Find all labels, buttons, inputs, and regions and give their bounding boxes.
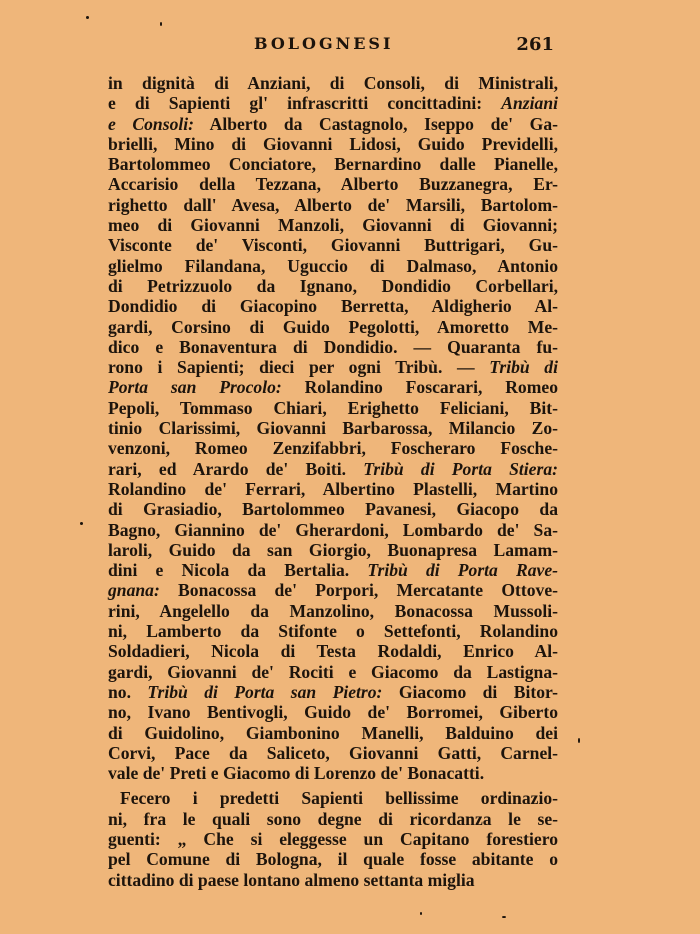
text-span: rono i Sapienti; dieci per ogni Tribù. — bbox=[108, 357, 490, 378]
text-span: no. bbox=[108, 681, 148, 702]
text-line bbox=[108, 763, 558, 783]
text-line bbox=[108, 276, 558, 296]
text-span: Dondidio di Giacopino Berretta, Aldigherio Al- bbox=[108, 296, 558, 317]
text-line bbox=[108, 73, 558, 93]
text-line bbox=[108, 743, 558, 763]
text-line bbox=[108, 702, 558, 722]
text-line bbox=[108, 438, 558, 458]
text-span: glielmo Filandana, Uguccio di Dalmaso, Antonio bbox=[108, 255, 558, 276]
body-text bbox=[108, 73, 558, 890]
text-line bbox=[108, 195, 558, 215]
text-span: di Petrizzuolo da Ignano, Dondidio Corbellari, bbox=[108, 275, 558, 296]
text-span: Bartolommeo Conciatore, Bernardino dalle Pianelle, bbox=[108, 154, 558, 175]
text-line bbox=[108, 256, 558, 276]
text-span: Fecero i predetti Sapienti bellissime ordinazio- bbox=[120, 788, 558, 809]
text-span: Soldadieri, Nicola di Testa Rodaldi, Enrico Al- bbox=[108, 641, 558, 662]
text-line bbox=[108, 93, 558, 113]
text-span: Visconte de' Visconti, Giovanni Buttrigari, Gu- bbox=[108, 235, 558, 256]
text-span: meo di Giovanni Manzoli, Giovanni di Giovanni; bbox=[108, 215, 558, 236]
text-span: righetto dall' Avesa, Alberto de' Marsili, Bartolom- bbox=[108, 194, 558, 215]
text-line bbox=[108, 621, 558, 641]
text-span: in dignità di Anziani, di Consoli, di Ministrali, bbox=[108, 73, 558, 93]
text-line bbox=[108, 215, 558, 235]
italic-text: Tribù di Porta san Pietro: bbox=[147, 681, 383, 702]
text-span: di Guidolino, Giambonino Manelli, Balduino dei bbox=[108, 722, 558, 743]
italic-text: Porta san Procolo: bbox=[108, 377, 282, 398]
text-line bbox=[108, 601, 558, 621]
text-span: rini, Angelello da Manzolino, Bonacossa Mussoli- bbox=[108, 600, 558, 621]
text-line bbox=[108, 154, 558, 174]
text-span: rari, ed Arardo de' Boiti. bbox=[108, 458, 364, 479]
text-span: Corvi, Pace da Saliceto, Giovanni Gatti, Carnel- bbox=[108, 742, 558, 763]
text-span: pel Comune di Bologna, il quale fosse abitante o bbox=[108, 849, 558, 870]
text-line bbox=[108, 809, 558, 829]
text-line bbox=[108, 788, 558, 808]
text-line bbox=[108, 580, 558, 600]
ink-speck bbox=[578, 738, 580, 743]
text-span: Bagno, Giannino de' Gherardoni, Lombardo de' Sa- bbox=[108, 519, 558, 540]
italic-text: Tribù di bbox=[489, 357, 558, 378]
text-line bbox=[108, 317, 558, 337]
text-line bbox=[108, 499, 558, 519]
text-line bbox=[108, 829, 558, 849]
text-span: di Grasiadio, Bartolommeo Pavanesi, Giacopo da bbox=[108, 499, 558, 520]
text-line bbox=[108, 641, 558, 661]
italic-text: Tribù di Porta Rave- bbox=[367, 560, 559, 581]
ink-speck bbox=[502, 916, 506, 918]
text-span: gardi, Corsino di Guido Pegolotti, Amoretto Me- bbox=[108, 316, 558, 337]
text-span: vale de' Preti e Giacomo di Lorenzo de' Bonacatti. bbox=[108, 763, 485, 784]
text-span: dini e Nicola da Bertalia. bbox=[108, 560, 368, 581]
text-span: venzoni, Romeo Zenzifabbri, Foscheraro Fosche- bbox=[108, 438, 558, 459]
text-span: ni, Lamberto da Stifonte o Settefonti, Rolandino bbox=[108, 621, 558, 642]
text-span: Rolandino de' Ferrari, Albertino Plastelli, Martino bbox=[108, 478, 558, 499]
text-line bbox=[108, 459, 558, 479]
text-line bbox=[108, 479, 558, 499]
text-line bbox=[108, 337, 558, 357]
text-line bbox=[108, 174, 558, 194]
text-line bbox=[108, 560, 558, 580]
text-span: laroli, Guido da san Giorgio, Buonapresa Lamam- bbox=[108, 539, 558, 560]
page-header bbox=[108, 34, 554, 58]
ink-speck bbox=[86, 16, 89, 19]
text-span: Alberto da Castagnolo, Iseppo de' Ga- bbox=[194, 113, 558, 134]
text-span: Accarisio della Tezzana, Alberto Buzzanegra, Er- bbox=[108, 174, 558, 195]
text-line bbox=[108, 849, 558, 869]
text-line bbox=[108, 114, 558, 134]
text-line bbox=[108, 682, 558, 702]
text-span: ni, fra le quali sono degne di ricordanza le se- bbox=[108, 808, 558, 829]
text-span: tinio Clarissimi, Giovanni Barbarossa, Milancio Zo- bbox=[108, 418, 558, 439]
ink-speck bbox=[80, 522, 83, 525]
text-span: dico e Bonaventura di Dondidio. — Quaranta fu- bbox=[108, 336, 558, 357]
italic-text: gnana: bbox=[108, 580, 160, 601]
text-span: Rolandino Foscarari, Romeo bbox=[281, 377, 558, 398]
text-line bbox=[108, 134, 558, 154]
page-number: 261 bbox=[516, 34, 554, 55]
text-line bbox=[108, 662, 558, 682]
text-span: brielli, Mino di Giovanni Lidosi, Guido Previdelli, bbox=[108, 133, 558, 154]
text-line bbox=[108, 520, 558, 540]
text-line bbox=[108, 377, 558, 397]
text-line bbox=[108, 418, 558, 438]
text-span: no, Ivano Bentivogli, Guido de' Borromei, Giberto bbox=[108, 702, 558, 723]
text-span: guenti: „ Che si eleggesse un Capitano forestiero bbox=[108, 828, 558, 849]
text-span: gardi, Giovanni de' Rociti e Giacomo da Lastigna- bbox=[108, 661, 558, 682]
ink-speck bbox=[420, 912, 422, 915]
text-line bbox=[108, 296, 558, 316]
ink-speck bbox=[160, 22, 162, 26]
text-line bbox=[108, 723, 558, 743]
text-span: e di Sapienti gl' infrascritti concittadini: bbox=[108, 93, 502, 114]
running-title: BOLOGNESI bbox=[254, 34, 394, 53]
text-line bbox=[108, 398, 558, 418]
italic-text: e Consoli: bbox=[108, 113, 194, 134]
text-span: cittadino di paese lontano almeno settanta miglia bbox=[108, 869, 475, 890]
text-span: Giacomo di Bitor- bbox=[382, 681, 559, 702]
text-span: Pepoli, Tommaso Chiari, Erighetto Feliciani, Bit- bbox=[108, 397, 558, 418]
text-line bbox=[108, 235, 558, 255]
text-line bbox=[108, 540, 558, 560]
text-span: Bonacossa de' Porpori, Mercatante Ottove- bbox=[159, 580, 558, 601]
text-line bbox=[108, 357, 558, 377]
italic-text: Tribù di Porta Stiera: bbox=[363, 458, 558, 479]
italic-text: Anziani bbox=[501, 93, 558, 114]
text-line bbox=[108, 870, 558, 890]
